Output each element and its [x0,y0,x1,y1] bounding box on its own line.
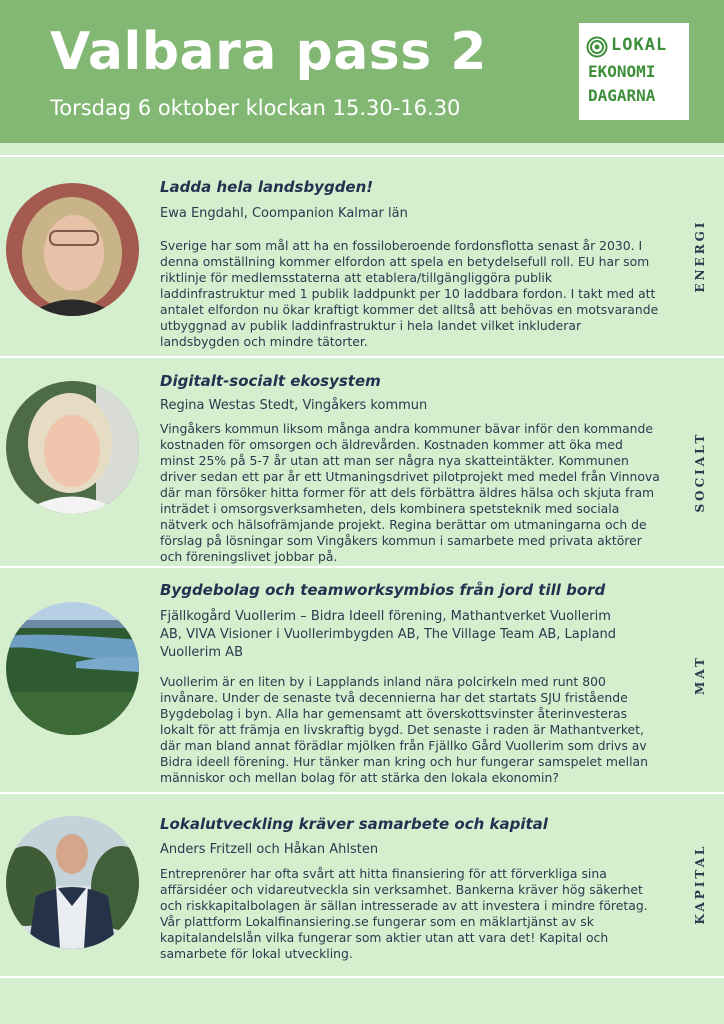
session-speaker: Fjällkogård Vuollerim – Bidra Ideell förening, Mathantverket Vuollerim AB, VIVA Visioner i Vuollerimbygden AB, The Village Team AB, Lapland Vuollerim AB [160,609,617,660]
category-label: ENERGI [693,219,707,293]
header-banner [0,0,724,143]
session-title: Lokalutveckling kräver samarbete och kapital [160,815,548,833]
divider [0,792,724,794]
logo-text-line-1: LOKAL [611,35,668,55]
session-speaker: Anders Fritzell och Håkan Ahlsten [160,842,379,857]
session-title: Bygdebolag och teamworksymbios från jord till bord [160,581,606,599]
session-title: Digitalt-socialt ekosystem [160,372,381,390]
speaker-photo-anders-fritzell [6,816,139,949]
page-subtitle: Torsdag 6 oktober klockan 15.30-16.30 [50,96,461,120]
session-speaker: Regina Westas Stedt, Vingåkers kommun [160,398,428,413]
logo-text-line-2: EKONOMI [588,62,656,81]
category-label: SOCIALT [693,431,707,513]
session-description: Vingåkers kommun liksom många andra kommuner bävar inför den kommande kostnaden för omsorgen och äldrevården. Kostnaden kommer att öka med minst 25% på 5-7 år utan att man ser några nya skatteintäkter. Kommunen driver sedan ett par år ett Utmaningsdrivet pilotprojekt med medel från Vinnova där man försöker hitta former för att dels förbättra äldres hälsa och skjuta fram inträdet i omsorgsverksamheten, dels kombinera spetsteknik med sociala nätverk och hälsofrämjande projekt. Regina berättar om utmaningarna och de förslag på lösningar som Vingåkers kommun i samarbete med privata aktörer och föreningslivet jobbar på. [160,421,660,564]
speaker-photo-regina-westas-stedt [6,381,139,514]
session-description: Entreprenörer har ofta svårt att hitta finansiering för att förverkliga sina affärsidéer och vidareutveckla sin verksamhet. Bankerna kräver hög säkerhet och riskkapitalbolagen är sällan intresserade av att investera i mindre företag. Vår plattform Lokalfinansiering.se fungerar som en mäklartjänst av sk kapitalandelslån vilka fungerar som aktier utan att vara det! Kapital och samarbete för lokal utveckling. [160,866,648,961]
category-label: MAT [693,655,707,695]
logo-text-line-3: DAGARNA [588,86,656,105]
session-description: Sverige har som mål att ha en fossiloberoende fordonsflotta senast år 2030. I denna omställning kommer elfordon att spela en betydelsefull roll. EU har som riktlinje för medlemsstaterna att etablera/tillgängliggöra publik laddinfrastruktur med 1 publik laddpunkt per 10 laddbara fordon. I takt med att antalet elfordon nu ökar kraftigt kommer det alltså att behövas en motsvarande utbyggnad av publik laddinfrastruktur i hela landet vilket inkluderar landsbygden och mindre tätorter. [160,238,659,349]
lokalekonomidagarna-logo [579,23,689,120]
concentric-rings-icon [586,36,608,58]
divider [0,976,724,978]
page-title: Valbara pass 2 [50,22,487,82]
divider [0,155,724,157]
session-description: Vuollerim är en liten by i Lapplands inland nära polcirkeln med runt 800 invånare. Under de senaste två decennierna har det startats SJU fristående Bygdebolag i byn. Alla har gemensamt att överskottsvinster återinvesteras lokalt för att främja en livskraftig bygd. Det senaste i raden är Mathantverket, där man bland annat förädlar mjölken från Fjällko Gård Vuollerim som drivs av Bidra ideell förening. Hur tänker man kring och hur fungerar samspelet mellan människor och mellan bolag för att stärka den lokala ekonomin? [160,674,648,785]
category-label: KAPITAL [693,843,707,925]
speaker-photo-ewa-engdahl [6,183,139,316]
session-speaker: Ewa Engdahl, Coompanion Kalmar län [160,206,408,221]
landscape-photo-vuollerim [6,602,139,735]
session-title: Ladda hela landsbygden! [160,178,374,196]
divider [0,566,724,568]
divider [0,356,724,358]
